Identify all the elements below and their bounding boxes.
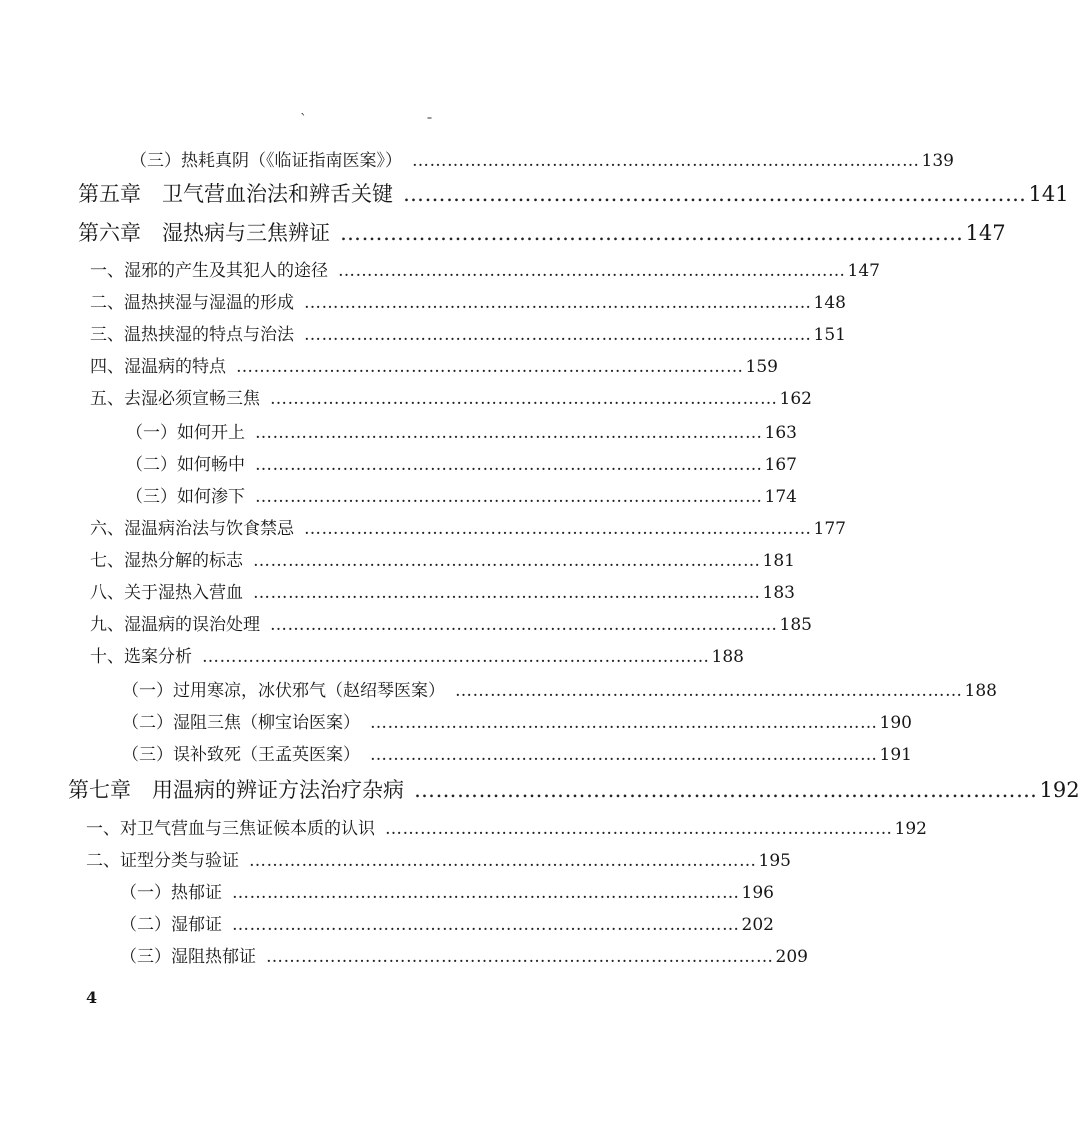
toc-section-title: 八、关于湿热入营血 [90,583,243,603]
toc-subsection[interactable] [126,482,797,508]
toc-leader: …………………………………………………………………………… [412,151,920,171]
toc-section[interactable] [90,514,846,540]
stray-mark: ˉ [426,116,433,132]
toc-leader: …………………………………………………………………………… [370,713,878,733]
toc-subsection-page: 190 [879,713,912,733]
toc-section-page: 185 [779,615,812,635]
toc-section-page: 151 [813,325,846,345]
toc-section-title: 七、湿热分解的标志 [90,551,243,571]
toc-section-title: 六、湿温病治法与饮食禁忌 [90,519,294,539]
toc-subsection[interactable] [122,708,912,734]
toc-leader: …………………………………………………………………………… [304,293,812,313]
toc-subsection-page: 191 [879,745,912,765]
toc-section-page: 183 [762,583,795,603]
toc-subsection-page: 174 [764,487,797,507]
toc-chapter-page: 141 [1028,182,1069,206]
toc-subsection[interactable] [126,450,797,476]
toc-leader: …………………………………………………………………………… [255,487,763,507]
toc-section-page: 181 [762,551,795,571]
toc-leader: …………………………………………………………………………… [340,221,964,245]
toc-leader: …………………………………………………………………………… [255,423,763,443]
toc-section-page: 177 [813,519,846,539]
toc-section-title: 二、证型分类与验证 [86,851,239,871]
toc-subsection-title: （一）过用寒凉，冰伏邪气（赵绍琴医案） [122,681,445,701]
toc-section-title: 三、温热挟湿的特点与治法 [90,325,294,345]
toc-leader: …………………………………………………………………………… [270,389,778,409]
toc-section[interactable] [90,642,744,668]
toc-section[interactable] [90,320,846,346]
toc-section[interactable] [90,546,795,572]
toc-chapter[interactable] [78,178,1069,208]
toc-chapter[interactable] [78,217,1006,247]
toc-leader: …………………………………………………………………………… [385,819,893,839]
toc-section[interactable] [90,384,812,410]
toc-leader: …………………………………………………………………………… [255,455,763,475]
toc-leader: …………………………………………………………………………… [202,647,710,667]
toc-section-page: 195 [758,851,791,871]
toc-chapter-page: 147 [965,221,1006,245]
toc-section[interactable] [86,846,791,872]
toc-section-page: 159 [745,357,778,377]
toc-leader: …………………………………………………………………………… [370,745,878,765]
page-number: 4 [86,988,98,1007]
toc-subsection-title: （一）如何开上 [126,423,245,443]
toc-leader: …………………………………………………………………………… [266,947,774,967]
toc-section[interactable] [90,610,812,636]
toc-section-title: 一、对卫气营血与三焦证候本质的认识 [86,819,375,839]
toc-section-title: 四、湿温病的特点 [90,357,226,377]
toc-leader: …………………………………………………………………………… [253,583,761,603]
toc-subsection-title: （二）湿阻三焦（柳宝诒医案） [122,713,360,733]
toc-section-page: 188 [711,647,744,667]
toc-section-page: 147 [847,261,880,281]
toc-subsection-title: （三）如何渗下 [126,487,245,507]
toc-leader: …………………………………………………………………………… [232,915,740,935]
toc-subsection-page: 209 [775,947,808,967]
toc-section[interactable] [90,256,880,282]
toc-leader: …………………………………………………………………………… [304,519,812,539]
toc-leader: …………………………………………………………………………… [236,357,744,377]
toc-subsection[interactable] [122,676,997,702]
toc-section-title: 二、温热挟湿与湿温的形成 [90,293,294,313]
toc-leader: …………………………………………………………………………… [253,551,761,571]
toc-section[interactable] [90,288,846,314]
toc-section-page: 192 [894,819,927,839]
toc-leader: …………………………………………………………………………… [403,182,1027,206]
toc-chapter-title: 第七章 用温病的辨证方法治疗杂病 [68,778,404,802]
toc-chapter-page: 192 [1039,778,1080,802]
toc-leader: …………………………………………………………………………… [249,851,757,871]
toc-subsection-title: （三）误补致死（王孟英医案） [122,745,360,765]
toc-section-title: 十、选案分析 [90,647,192,667]
toc-chapter[interactable] [68,774,1080,804]
stray-mark: ˋ [300,112,307,128]
toc-subsection[interactable] [122,740,912,766]
toc-subsection[interactable] [120,878,774,904]
toc-subsection[interactable] [126,418,797,444]
toc-subsection-page: 167 [764,455,797,475]
toc-leader: …………………………………………………………………………… [414,778,1038,802]
toc-subsection-title: （二）湿郁证 [120,915,222,935]
toc-section[interactable] [86,814,927,840]
toc-subsection-title: （二）如何畅中 [126,455,245,475]
toc-subsection-page: 202 [741,915,774,935]
toc-subsection-page: 163 [764,423,797,443]
toc-leader: …………………………………………………………………………… [455,681,963,701]
toc-subsection-page: 188 [964,681,997,701]
toc-section-title: 一、湿邪的产生及其犯人的途径 [90,261,328,281]
toc-section-title: 五、去湿必须宣畅三焦 [90,389,260,409]
toc-section-page: 148 [813,293,846,313]
toc-section[interactable] [90,578,795,604]
toc-subsection-title: （一）热郁证 [120,883,222,903]
toc-section[interactable] [90,352,778,378]
toc-chapter-title: 第六章 湿热病与三焦辨证 [78,221,330,245]
toc-chapter-title: 第五章 卫气营血治法和辨舌关键 [78,182,393,206]
toc-leader: …………………………………………………………………………… [232,883,740,903]
toc-subsection-page: 196 [741,883,774,903]
toc-entry[interactable] [130,146,954,172]
toc-subsection-title: （三）湿阻热郁证 [120,947,256,967]
toc-subsection[interactable] [120,910,774,936]
toc-leader: …………………………………………………………………………… [304,325,812,345]
toc-leader: …………………………………………………………………………… [270,615,778,635]
toc-section-title: 九、湿温病的误治处理 [90,615,260,635]
toc-entry-page: 139 [921,151,954,171]
toc-subsection[interactable] [120,942,808,968]
toc-section-page: 162 [779,389,812,409]
toc-entry-title: （三）热耗真阴（《临证指南医案》） [130,151,402,171]
toc-leader: …………………………………………………………………………… [338,261,846,281]
